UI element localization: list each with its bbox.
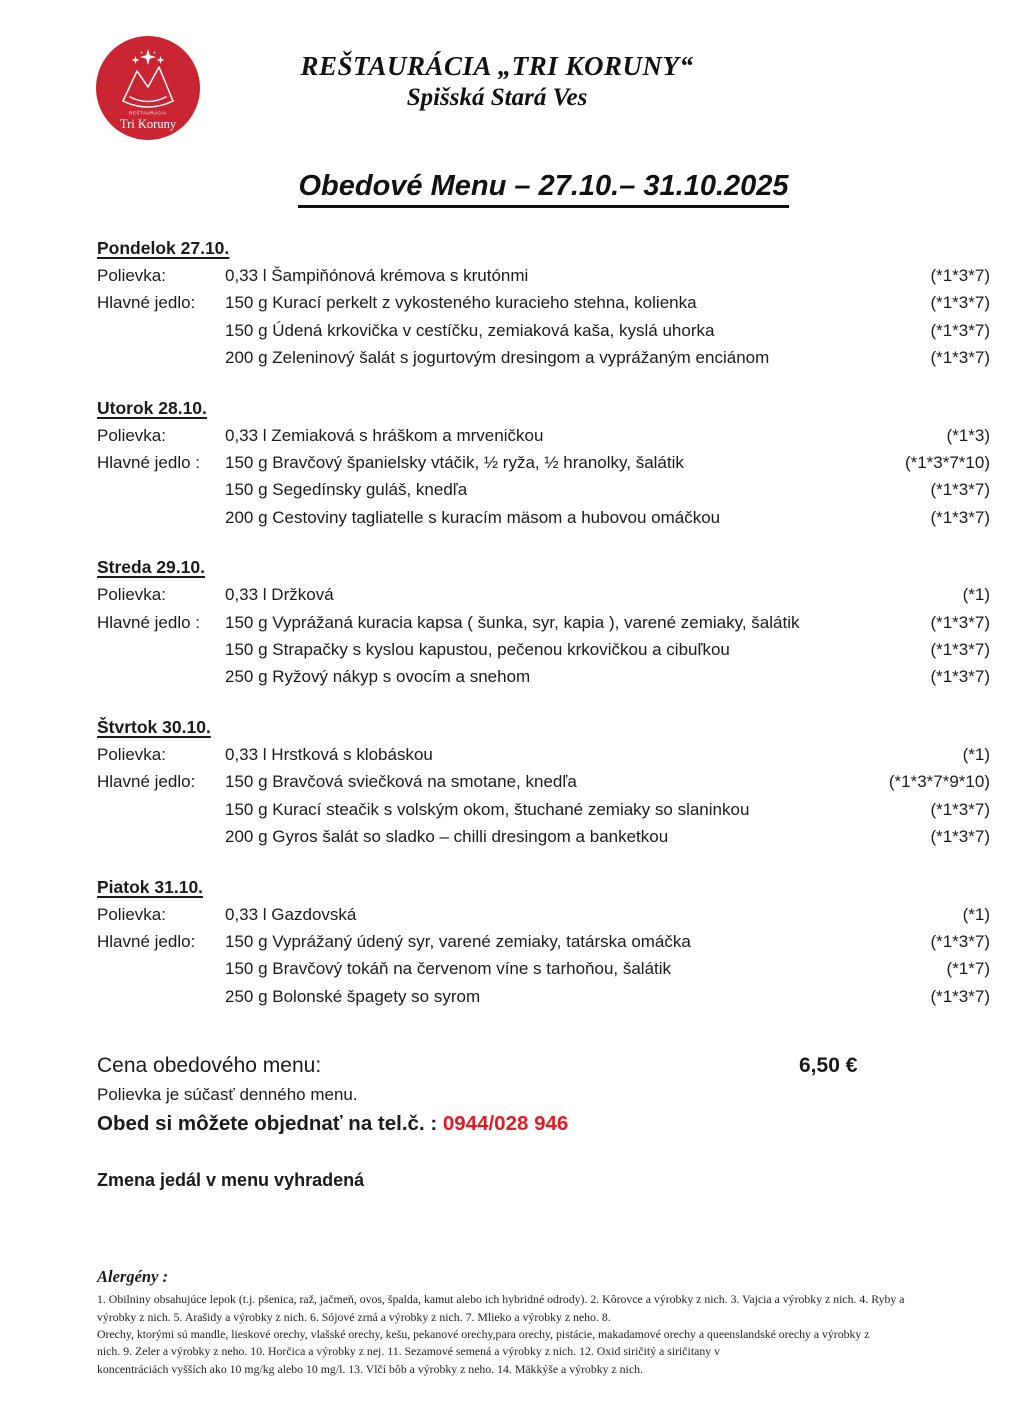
menu-row	[97, 504, 990, 531]
price-value: 6,50 €	[799, 1054, 858, 1078]
logo-name-text: Tri Koruny	[119, 117, 177, 131]
restaurant-city: Spišská Stará Ves	[406, 84, 588, 111]
row-label: Hlavné jedlo:	[97, 772, 196, 792]
day-tuesday	[97, 395, 990, 532]
day-thursday	[97, 714, 990, 851]
menu-row	[97, 768, 990, 795]
row-label: Hlavné jedlo :	[97, 453, 201, 473]
allergen-codes: (*1*3*7*10)	[904, 453, 990, 473]
allergen-codes: (*1)	[962, 744, 990, 764]
tri-koruny-logo	[96, 36, 200, 140]
row-label: Polievka:	[97, 266, 166, 285]
dish-text: 150 g Vyprážaná kuracia kapsa ( šunka, syr, kapia ), varené zemiaky, šalátik	[225, 612, 800, 632]
menu-row	[97, 422, 990, 449]
row-label	[97, 663, 225, 690]
row-label: Hlavné jedlo:	[97, 931, 196, 951]
allergens-title: Alergény :	[97, 1267, 169, 1287]
dish-text: 200 g Cestoviny tagliatelle s kuracím mäsom a hubovou omáčkou	[225, 507, 721, 527]
menu-row	[97, 449, 990, 476]
order-text: Obed si môžete objednať na tel.č. :	[97, 1112, 438, 1136]
allergen-codes: (*1*3*7)	[930, 667, 990, 687]
allergen-codes: (*1*3*7)	[930, 827, 990, 847]
allergen-codes: (*1*3*7)	[930, 348, 990, 368]
row-label	[97, 636, 225, 663]
allergens-line: nich. 9. Zeler a výrobky z neho. 10. Horčica a výrobky z nej. 11. Sezamové semená a výrobky z nich. 12. Oxid siričitý a siričitany v	[97, 1344, 720, 1359]
menu-row	[97, 955, 990, 982]
phone-number: 0944/028 946	[442, 1112, 569, 1136]
day-header: Štvrtok 30.10.	[97, 716, 211, 737]
allergens-section	[97, 1266, 990, 1378]
dish-text: 0,33 l Hrstková s klobáskou	[225, 744, 433, 764]
day-wednesday	[97, 554, 990, 691]
footer	[97, 1050, 990, 1378]
row-label	[97, 344, 225, 371]
allergen-codes: (*1*7)	[946, 959, 990, 979]
dish-text: 0,33 l Držková	[225, 585, 334, 605]
row-label	[97, 476, 225, 503]
day-header: Utorok 28.10.	[97, 397, 207, 418]
allergen-codes: (*1*3*7*9*10)	[888, 772, 990, 792]
menu-row	[97, 289, 990, 316]
menu-row	[97, 581, 990, 608]
row-label	[97, 504, 225, 531]
day-header: Pondelok 27.10.	[97, 238, 230, 258]
restaurant-name: REŠTAURÁCIA „TRI KORUNY“	[300, 51, 694, 81]
row-label: Polievka:	[97, 425, 166, 445]
dish-text: 150 g Údená krkovička v cestíčku, zemiaková kaša, kyslá uhorka	[225, 320, 715, 340]
dish-text: 150 g Bravčový španielsky vtáčik, ½ ryža, ½ hranolky, šalátik	[225, 453, 684, 473]
change-note: Zmena jedál v menu vyhradená	[97, 1170, 365, 1191]
dish-text: 150 g Segedínsky guláš, knedľa	[225, 480, 468, 500]
allergen-codes: (*1)	[962, 585, 990, 605]
dish-text: 0,33 l Gazdovská	[225, 904, 357, 924]
row-label: Hlavné jedlo:	[97, 293, 196, 313]
menu-row	[97, 663, 990, 690]
menu-row	[97, 741, 990, 768]
allergens-line: koncentráciách vyšších ako 10 mg/kg alebo 10 mg/l. 13. Vlčí bôb a výrobky z neho. 14. Mäkkýše a výrobky z nich.	[97, 1361, 643, 1376]
allergen-codes: (*1*3*7)	[930, 293, 990, 313]
menu-row	[97, 901, 990, 928]
day-header: Streda 29.10.	[97, 557, 205, 578]
dish-text: 150 g Bravčový tokáň na červenom víne s tarhoňou, šalátik	[225, 959, 672, 979]
soup-note: Polievka je súčasť denného menu.	[97, 1085, 358, 1105]
allergen-codes: (*1*3*7)	[930, 507, 990, 527]
dish-text: 150 g Strapačky s kyslou kapustou, pečenou krkovičkou a cibuľkou	[225, 640, 730, 660]
allergens-line: 1. Obilniny obsahujúce lepok (t.j. pšenica, raž, jačmeň, ovos, špalda, kamut alebo ich hybridné odrody). 2. Kôrovce a výrobky z nich. 3. Vajcia a výrobky z nich. 4. Ryby a	[97, 1292, 905, 1307]
row-label: Polievka:	[97, 585, 166, 605]
menu-days	[97, 235, 990, 1010]
allergens-line: výrobky z nich. 5. Arašidy a výrobky z nich. 6. Sójové zrná a výrobky z nich. 7. Mlieko a výrobky z neho. 8.	[97, 1309, 611, 1324]
allergen-codes: (*1*3)	[946, 425, 990, 445]
menu-row	[97, 609, 990, 636]
menu-row	[97, 983, 990, 1010]
menu-row	[97, 317, 990, 344]
menu-row	[97, 928, 990, 955]
menu-row	[97, 636, 990, 663]
dish-text: 250 g Ryžový nákyp s ovocím a snehom	[225, 667, 531, 687]
day-friday	[97, 874, 990, 1011]
logo-small-text: REŠTAURÁCIA	[129, 110, 167, 116]
price-label: Cena obedového menu:	[97, 1054, 322, 1078]
allergen-codes: (*1)	[962, 904, 990, 924]
allergen-codes: (*1*3*7)	[930, 266, 990, 285]
row-label	[97, 983, 225, 1010]
allergens-text	[97, 1291, 990, 1378]
allergen-codes: (*1*3*7)	[930, 320, 990, 340]
allergen-codes: (*1*3*7)	[930, 986, 990, 1006]
allergen-codes: (*1*3*7)	[930, 931, 990, 951]
dish-text: 200 g Zeleninový šalát s jogurtovým dresingom a vyprážaným enciánom	[225, 348, 770, 368]
row-label: Polievka:	[97, 744, 166, 764]
allergens-line: Orechy, ktorými sú mandle, lieskové orechy, vlašské orechy, kešu, pekanové orechy,para orechy, pistácie, makadamové orechy a queenslandské orechy a výrobky z	[97, 1326, 870, 1341]
day-monday	[97, 235, 990, 372]
dish-text: 0,33 l Šampiňónová krémova s krutónmi	[225, 266, 529, 285]
menu-title: Obedové Menu – 27.10.– 31.10.2025	[97, 170, 990, 208]
order-line	[97, 1108, 990, 1139]
row-label	[97, 823, 225, 850]
day-header: Piatok 31.10.	[97, 876, 204, 897]
menu-row	[97, 476, 990, 503]
menu-row	[97, 823, 990, 850]
row-label: Hlavné jedlo :	[97, 612, 201, 632]
row-label	[97, 796, 225, 823]
allergen-codes: (*1*3*7)	[930, 480, 990, 500]
header	[92, 0, 902, 113]
dish-text: 250 g Bolonské špagety so syrom	[225, 986, 481, 1006]
dish-text: 0,33 l Zemiaková s hráškom a mrveničkou	[225, 425, 544, 445]
row-label	[97, 317, 225, 344]
dish-text: 200 g Gyros šalát so sladko – chilli dresingom a banketkou	[225, 827, 669, 847]
row-label: Polievka:	[97, 904, 166, 924]
menu-row	[97, 344, 990, 371]
menu-row	[97, 262, 990, 289]
menu-row	[97, 796, 990, 823]
dish-text: 150 g Vyprážaný údený syr, varené zemiaky, tatárska omáčka	[225, 931, 691, 951]
allergen-codes: (*1*3*7)	[930, 799, 990, 819]
price-row	[97, 1050, 990, 1082]
allergen-codes: (*1*3*7)	[930, 612, 990, 632]
dish-text: 150 g Kurací perkelt z vykosteného kuracieho stehna, kolienka	[225, 293, 697, 313]
row-label	[97, 955, 225, 982]
allergen-codes: (*1*3*7)	[930, 640, 990, 660]
dish-text: 150 g Bravčová sviečková na smotane, knedľa	[225, 772, 577, 792]
dish-text: 150 g Kurací steačik s volským okom, štuchané zemiaky so slaninkou	[225, 799, 750, 819]
